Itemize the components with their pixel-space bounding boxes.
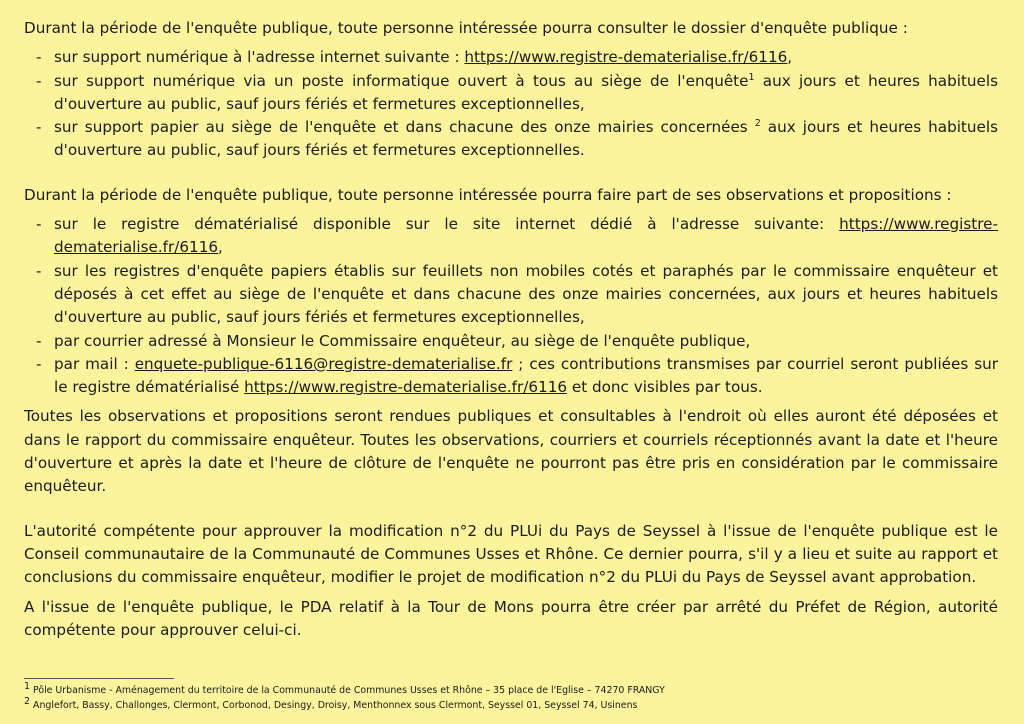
- registre-link[interactable]: https://www.registre-dematerialise.fr/6116: [244, 378, 568, 397]
- section2-intro: Durant la période de l'enquête publique, toute personne intéressée pourra faire part de ses observations et propositions :: [24, 185, 952, 204]
- email-link[interactable]: enquete-publique-6116@registre-dematerialise.fr: [134, 354, 513, 373]
- list-item: - sur le registre dématérialisé disponible sur le site internet dédié à l'adresse suivante: https://www.registre-dematerialise.fr/6116,: [36, 215, 998, 257]
- footnote-2: $^2$ Anglefort, Bassy, Challonges, Clermont, Corbonod, Desingy, Droisy, Menthonnex sous Clermont, Seyssel 01, Seyssel 74, Usinens: [24, 695, 638, 711]
- pda-paragraph: A l'issue de l'enquête publique, le PDA relatif à la Tour de Mons pourra être créer par arrêté du Préfet de Région, autorité compétente pour approuver celui-ci.: [24, 597, 998, 639]
- footnote-ref: 2: [754, 118, 761, 130]
- observations-paragraph: Toutes les observations et propositions seront rendues publiques et consultables à l'endroit où elles auront été déposées et dans le rapport du commissaire enquêteur. Toutes les observations, courriers et courriels réceptionnés avant la date et l'heure d'ouverture et après la date et l'heure de clôture de l'enquête ne pourront pas être pris en considération par le commissaire enquêteur.: [24, 407, 998, 496]
- autorite-paragraph: L'autorité compétente pour approuver la modification n°2 du PLUi du Pays de Seyssel à l'issue de l'enquête publique est le Conseil communautaire de la Communauté de Communes Usses et Rhône. Ce dernier pourra, s'il y a lieu et suite au rapport et conclusions du commissaire enquêteur, modifier le projet de modification n°2 du PLUi du Pays de Seyssel avant approbation.: [24, 521, 998, 587]
- footnote-1: $^1$ Pôle Urbanisme - Aménagement du territoire de la Communauté de Communes Usses et Rhône – 35 place de l'Eglise – 74270 FRANGY: [24, 680, 665, 696]
- list-item: - sur support papier au siège de l'enquête et dans chacune des onze mairies concernées $^2$ aux jours et heures habituels d'ouverture au public, sauf jours fériés et fermetures exceptionnelles.: [36, 118, 998, 160]
- section1-list: [24, 46, 998, 162]
- footnote-ref: 1: [748, 71, 755, 83]
- list-item: - sur support numérique à l'adresse internet suivante : https://www.registre-dematerialise.fr/6116,: [36, 48, 793, 67]
- list-item: - par mail : enquete-publique-6116@registre-dematerialise.fr ; ces contributions transmises par courriel seront publiées sur le registre dématérialisé https://www.registre-dematerialise.fr/6116 et donc visibles par tous.: [36, 354, 998, 397]
- list-item: - sur support numérique via un poste informatique ouvert à tous au siège de l'enquête$^1$ aux jours et heures habituels d'ouverture au public, sauf jours fériés et fermetures exceptionnelles,: [36, 71, 998, 113]
- list-item: - par courrier adressé à Monsieur le Commissaire enquêteur, au siège de l'enquête publique,: [36, 331, 751, 350]
- footnote-separator: [24, 678, 174, 679]
- section1-intro: Durant la période de l'enquête publique, toute personne intéressée pourra consulter le dossier d'enquête publique :: [24, 19, 908, 37]
- registre-link[interactable]: https://www.registre-dematerialise.fr/6116: [54, 215, 998, 257]
- list-item: - sur les registres d'enquête papiers établis sur feuillets non mobiles cotés et paraphés par le commissaire enquêteur et déposés à cet effet au siège de l'enquête et dans chacune des onze mairies concernées, aux jours et heures habituels d'ouverture au public, sauf jours fériés et fermetures exceptionnelles,: [36, 261, 998, 327]
- footnotes: [24, 680, 665, 713]
- registre-link[interactable]: https://www.registre-dematerialise.fr/6116: [464, 48, 788, 67]
- section2-list: [24, 213, 998, 399]
